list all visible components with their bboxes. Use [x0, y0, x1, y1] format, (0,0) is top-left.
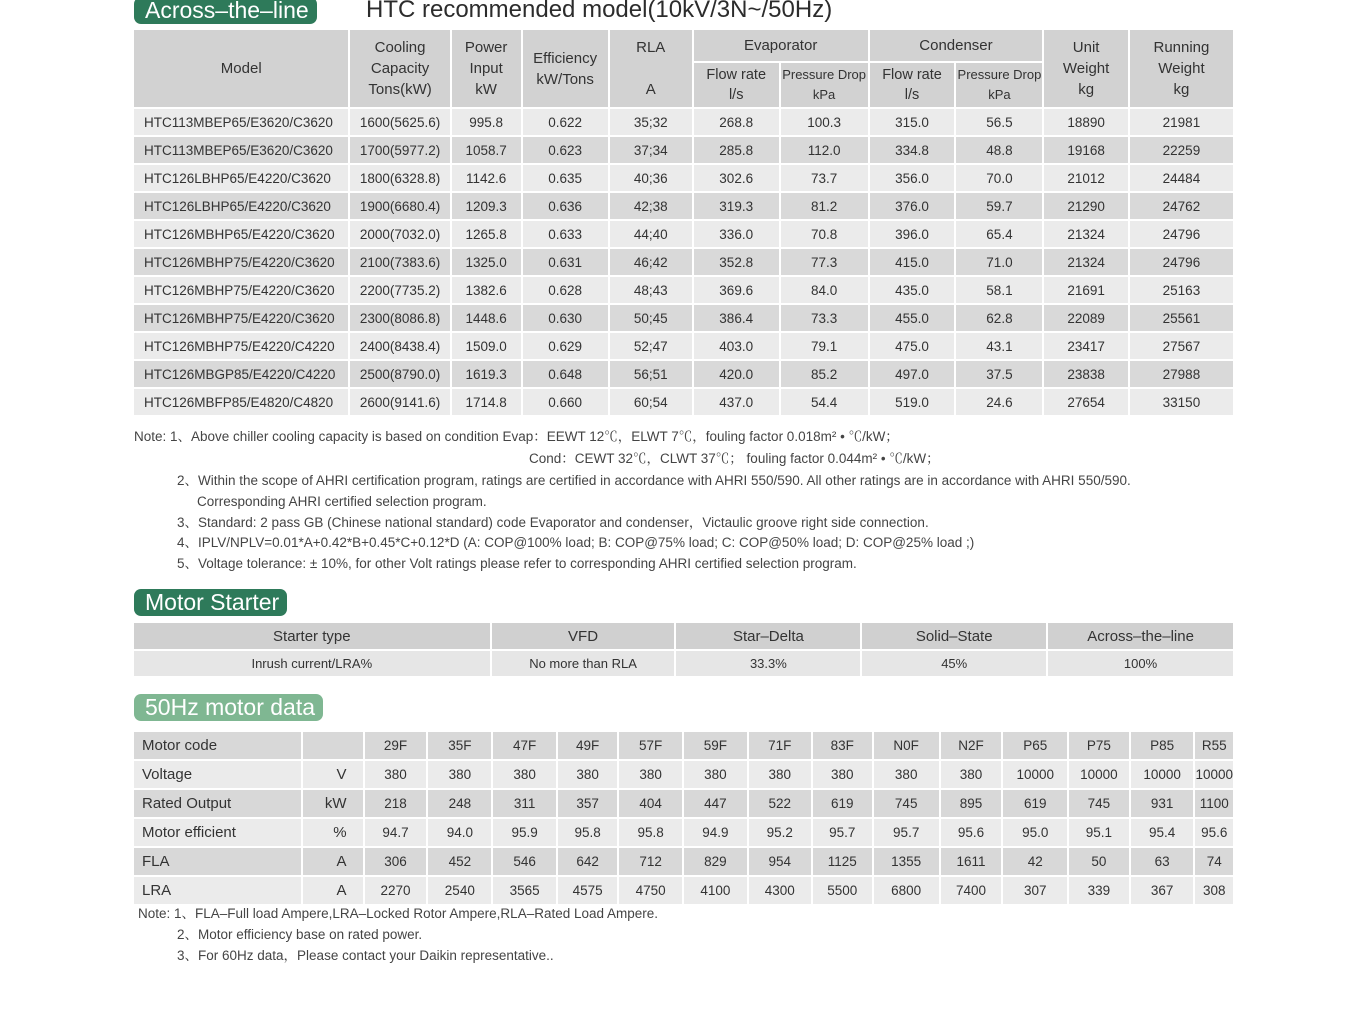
motor-cell: 95.1: [1068, 818, 1130, 847]
note-2: 2、Within the scope of AHRI certification program, ratings are certified in accordance with AHRI 550/590. All other ratings are in accordance with AHRI 550/590.: [177, 473, 1131, 488]
motor-cell: 404: [618, 789, 683, 818]
motor-cell: 452: [427, 847, 492, 876]
motor-cell: 10000: [1194, 760, 1234, 789]
table-cell: 268.8: [693, 108, 780, 136]
table-cell: 1382.6: [451, 276, 522, 304]
motor-cell: 4100: [683, 876, 748, 905]
table-cell: 0.636: [522, 192, 609, 220]
motor-cell: 380: [748, 760, 812, 789]
motor-row: [134, 818, 1234, 847]
motor-cell: 94.7: [364, 818, 428, 847]
table-cell: 71.0: [955, 248, 1043, 276]
recommended-model-table: [134, 30, 1235, 417]
table-cell: 43.1: [955, 332, 1043, 360]
table-row: [134, 164, 1234, 192]
table-row: [134, 220, 1234, 248]
motor-cell: 94.9: [683, 818, 748, 847]
motor-cell: 95.2: [748, 818, 812, 847]
table-row: [134, 108, 1234, 136]
table-cell: 2100(7383.6): [349, 248, 450, 276]
table-cell: 396.0: [869, 220, 956, 248]
motor-cell: 5500: [812, 876, 873, 905]
motor-cell: R55: [1194, 732, 1234, 760]
motor-cell: 35F: [427, 732, 492, 760]
table-cell: 403.0: [693, 332, 780, 360]
table-cell: 24484: [1129, 164, 1234, 192]
motor-row-label: Motor efficient: [134, 818, 302, 847]
model-cell: HTC126MBGP85/E4220/C4220: [134, 360, 349, 388]
header-evaporator: Evaporator: [693, 30, 869, 62]
table-cell: 24796: [1129, 220, 1234, 248]
table-cell: 21324: [1043, 220, 1128, 248]
motor-cell: 311: [492, 789, 557, 818]
table-cell: 336.0: [693, 220, 780, 248]
table-cell: 48;43: [609, 276, 693, 304]
header-evap-flow-rate: Flow rate l/s: [693, 62, 780, 108]
motor-cell: 2270: [364, 876, 428, 905]
motor-cell: 2540: [427, 876, 492, 905]
motor-cell: 380: [427, 760, 492, 789]
table-cell: 27567: [1129, 332, 1234, 360]
table-cell: 73.3: [780, 304, 869, 332]
note-1: Note: 1、Above chiller cooling capacity is based on condition Evap：EEWT 12℃，ELWT 7℃，fouling factor 0.018m² • ℃/kW；: [134, 429, 899, 444]
model-cell: HTC126LBHP65/E4220/C3620: [134, 164, 349, 192]
table-cell: 42;38: [609, 192, 693, 220]
motor-cell: 50: [1068, 847, 1130, 876]
table-cell: 35;32: [609, 108, 693, 136]
motor-cell: 95.8: [618, 818, 683, 847]
motor-note-1: Note: 1、FLA–Full load Ampere,LRA–Locked Rotor Ampere,RLA–Rated Load Ampere.: [138, 906, 659, 921]
starter-value-star-delta: 33.3%: [675, 650, 861, 677]
table-cell: 24796: [1129, 248, 1234, 276]
motor-cell: 4750: [618, 876, 683, 905]
motor-cell: 95.4: [1130, 818, 1195, 847]
table-cell: 21691: [1043, 276, 1128, 304]
motor-cell: 619: [1002, 789, 1067, 818]
motor-cell: 339: [1068, 876, 1130, 905]
motor-cell: 522: [748, 789, 812, 818]
note-1-cond: Cond：CEWT 32℃，CLWT 37℃； fouling factor 0.044m² • ℃/kW；: [529, 451, 940, 466]
table-cell: 1448.6: [451, 304, 522, 332]
motor-cell: 380: [940, 760, 1003, 789]
table-cell: 27654: [1043, 388, 1128, 416]
motor-cell: 931: [1130, 789, 1195, 818]
table-cell: 995.8: [451, 108, 522, 136]
motor-cell: 745: [1068, 789, 1130, 818]
motor-data-table: [134, 732, 1235, 906]
model-cell: HTC126MBHP75/E4220/C3620: [134, 276, 349, 304]
motor-cell: 712: [618, 847, 683, 876]
table-row: [134, 332, 1234, 360]
table-cell: 27988: [1129, 360, 1234, 388]
note-2-cont: Corresponding AHRI certified selection program.: [197, 494, 487, 509]
table-cell: 1142.6: [451, 164, 522, 192]
model-cell: HTC126LBHP65/E4220/C3620: [134, 192, 349, 220]
table-cell: 319.3: [693, 192, 780, 220]
motor-row-unit: [302, 732, 364, 760]
motor-cell: 1355: [873, 847, 940, 876]
table-cell: 1265.8: [451, 220, 522, 248]
motor-cell: 895: [940, 789, 1003, 818]
model-cell: HTC113MBEP65/E3620/C3620: [134, 108, 349, 136]
table-row: [134, 360, 1234, 388]
motor-row: [134, 760, 1234, 789]
table-cell: 352.8: [693, 248, 780, 276]
table-cell: 437.0: [693, 388, 780, 416]
motor-row-unit: %: [302, 818, 364, 847]
header-condenser: Condenser: [869, 30, 1044, 62]
header-cond-pressure-drop: Pressure Drop kPa: [955, 62, 1043, 108]
motor-cell: 218: [364, 789, 428, 818]
starter-header-across-the-line: Across–the–line: [1047, 623, 1234, 650]
table-cell: 25163: [1129, 276, 1234, 304]
table-row: [134, 304, 1234, 332]
motor-cell: 380: [873, 760, 940, 789]
motor-cell: 95.9: [492, 818, 557, 847]
motor-cell: 4300: [748, 876, 812, 905]
motor-cell: 1100: [1194, 789, 1234, 818]
table-cell: 62.8: [955, 304, 1043, 332]
model-cell: HTC126MBHP75/E4220/C3620: [134, 304, 349, 332]
starter-header-solid-state: Solid–State: [861, 623, 1047, 650]
table-row: [134, 192, 1234, 220]
motor-cell: 307: [1002, 876, 1067, 905]
table-cell: 2400(8438.4): [349, 332, 450, 360]
table-cell: 1058.7: [451, 136, 522, 164]
motor-cell: 4575: [557, 876, 618, 905]
table-cell: 1714.8: [451, 388, 522, 416]
motor-cell: 380: [812, 760, 873, 789]
motor-cell: 57F: [618, 732, 683, 760]
motor-cell: 7400: [940, 876, 1003, 905]
table-cell: 435.0: [869, 276, 956, 304]
table-cell: 70.0: [955, 164, 1043, 192]
section-title: HTC recommended model(10kV/3N~/50Hz): [366, 0, 833, 23]
header-cooling-capacity: Cooling Capacity Tons(kW): [349, 30, 450, 108]
header-model: Model: [134, 30, 349, 108]
table-cell: 24.6: [955, 388, 1043, 416]
motor-note-2: 2、Motor efficiency base on rated power.: [177, 927, 423, 942]
motor-cell: 10000: [1002, 760, 1067, 789]
motor-cell: 380: [683, 760, 748, 789]
table-cell: 0.622: [522, 108, 609, 136]
motor-row: [134, 847, 1234, 876]
table-cell: 0.648: [522, 360, 609, 388]
table-cell: 73.7: [780, 164, 869, 192]
table-cell: 23417: [1043, 332, 1128, 360]
table-cell: 356.0: [869, 164, 956, 192]
table-cell: 46;42: [609, 248, 693, 276]
table-cell: 2500(8790.0): [349, 360, 450, 388]
table-cell: 1700(5977.2): [349, 136, 450, 164]
motor-cell: 1611: [940, 847, 1003, 876]
header-running-weight: Running Weight kg: [1129, 30, 1234, 108]
table-cell: 50;45: [609, 304, 693, 332]
starter-value-across-the-line: 100%: [1047, 650, 1234, 677]
motor-row-label: Motor code: [134, 732, 302, 760]
table-cell: 81.2: [780, 192, 869, 220]
table-cell: 77.3: [780, 248, 869, 276]
motor-cell: 1125: [812, 847, 873, 876]
table-cell: 420.0: [693, 360, 780, 388]
motor-note-3: 3、For 60Hz data，Please contact your Daikin representative..: [177, 948, 554, 963]
table-cell: 1325.0: [451, 248, 522, 276]
table-cell: 40;36: [609, 164, 693, 192]
motor-cell: 74: [1194, 847, 1234, 876]
table-cell: 315.0: [869, 108, 956, 136]
motor-cell: 745: [873, 789, 940, 818]
table-cell: 58.1: [955, 276, 1043, 304]
table-cell: 302.6: [693, 164, 780, 192]
table-cell: 2600(9141.6): [349, 388, 450, 416]
note-5: 5、Voltage tolerance: ± 10%, for other Volt ratings please refer to corresponding AHRI certified selection program.: [177, 556, 857, 571]
table-cell: 285.8: [693, 136, 780, 164]
table-row: [134, 248, 1234, 276]
motor-cell: 380: [557, 760, 618, 789]
motor-cell: P65: [1002, 732, 1067, 760]
motor-starter-table: [134, 623, 1235, 678]
table-cell: 415.0: [869, 248, 956, 276]
motor-cell: 619: [812, 789, 873, 818]
motor-cell: 248: [427, 789, 492, 818]
table-cell: 84.0: [780, 276, 869, 304]
table-cell: 112.0: [780, 136, 869, 164]
motor-cell: 95.6: [940, 818, 1003, 847]
starter-header-type: Starter type: [134, 623, 491, 650]
motor-cell: 63: [1130, 847, 1195, 876]
table-cell: 19168: [1043, 136, 1128, 164]
motor-cell: N2F: [940, 732, 1003, 760]
table-cell: 1800(6328.8): [349, 164, 450, 192]
starter-header-vfd: VFD: [491, 623, 676, 650]
model-cell: HTC126MBFP85/E4820/C4820: [134, 388, 349, 416]
motor-cell: 306: [364, 847, 428, 876]
motor-cell: 546: [492, 847, 557, 876]
table-cell: 65.4: [955, 220, 1043, 248]
table-cell: 33150: [1129, 388, 1234, 416]
table-cell: 2300(8086.8): [349, 304, 450, 332]
motor-row: [134, 876, 1234, 905]
table-cell: 1900(6680.4): [349, 192, 450, 220]
motor-cell: 367: [1130, 876, 1195, 905]
table-cell: 22259: [1129, 136, 1234, 164]
motor-cell: 10000: [1130, 760, 1195, 789]
motor-cell: 95.0: [1002, 818, 1067, 847]
motor-cell: P75: [1068, 732, 1130, 760]
table-cell: 85.2: [780, 360, 869, 388]
table-cell: 21290: [1043, 192, 1128, 220]
table-cell: 22089: [1043, 304, 1128, 332]
table-cell: 1209.3: [451, 192, 522, 220]
motor-cell: 447: [683, 789, 748, 818]
table-cell: 0.633: [522, 220, 609, 248]
motor-cell: 380: [364, 760, 428, 789]
section-badge-across-the-line: Across–the–line: [134, 0, 317, 24]
model-cell: HTC126MBHP75/E4220/C4220: [134, 332, 349, 360]
table-row: [134, 276, 1234, 304]
table-cell: 23838: [1043, 360, 1128, 388]
motor-cell: 829: [683, 847, 748, 876]
starter-value-vfd: No more than RLA: [491, 650, 676, 677]
motor-cell: N0F: [873, 732, 940, 760]
note-4: 4、IPLV/NPLV=0.01*A+0.42*B+0.45*C+0.12*D (A: COP@100% load; B: COP@75% load; C: COP@50% load; D: COP@25% load ;): [177, 535, 975, 550]
table-cell: 1619.3: [451, 360, 522, 388]
motor-cell: 95.6: [1194, 818, 1234, 847]
header-rla: RLA A: [609, 30, 693, 108]
model-cell: HTC126MBHP75/E4220/C3620: [134, 248, 349, 276]
model-cell: HTC113MBEP65/E3620/C3620: [134, 136, 349, 164]
table-cell: 0.629: [522, 332, 609, 360]
table-cell: 1509.0: [451, 332, 522, 360]
table-cell: 0.660: [522, 388, 609, 416]
table-cell: 519.0: [869, 388, 956, 416]
model-cell: HTC126MBHP65/E4220/C3620: [134, 220, 349, 248]
table-cell: 475.0: [869, 332, 956, 360]
table-cell: 0.630: [522, 304, 609, 332]
table-cell: 1600(5625.6): [349, 108, 450, 136]
table-cell: 18890: [1043, 108, 1128, 136]
motor-row: [134, 789, 1234, 818]
motor-row-label: LRA: [134, 876, 302, 905]
table-cell: 24762: [1129, 192, 1234, 220]
motor-cell: 3565: [492, 876, 557, 905]
motor-row-unit: A: [302, 876, 364, 905]
starter-header-star-delta: Star–Delta: [675, 623, 861, 650]
table-cell: 37;34: [609, 136, 693, 164]
starter-value-label: Inrush current/LRA%: [134, 650, 491, 677]
header-efficiency: Efficiency kW/Tons: [522, 30, 609, 108]
motor-row-unit: A: [302, 847, 364, 876]
starter-value-solid-state: 45%: [861, 650, 1047, 677]
motor-row-label: Voltage: [134, 760, 302, 789]
motor-cell: 308: [1194, 876, 1234, 905]
table-row: [134, 136, 1234, 164]
motor-row-unit: V: [302, 760, 364, 789]
motor-cell: 42: [1002, 847, 1067, 876]
motor-row-label: Rated Output: [134, 789, 302, 818]
motor-cell: 954: [748, 847, 812, 876]
motor-cell: 49F: [557, 732, 618, 760]
header-power-input: Power Input kW: [451, 30, 522, 108]
table-cell: 21981: [1129, 108, 1234, 136]
motor-cell: 47F: [492, 732, 557, 760]
table-cell: 21324: [1043, 248, 1128, 276]
table-cell: 56.5: [955, 108, 1043, 136]
table-cell: 2200(7735.2): [349, 276, 450, 304]
header-unit-weight: Unit Weight kg: [1043, 30, 1128, 108]
table-cell: 0.623: [522, 136, 609, 164]
motor-row: [134, 732, 1234, 760]
motor-cell: 357: [557, 789, 618, 818]
note-3: 3、Standard: 2 pass GB (Chinese national standard) code Evaporator and condenser，Victaulic groove right side connection.: [177, 515, 929, 530]
motor-row-label: FLA: [134, 847, 302, 876]
motor-cell: 95.8: [557, 818, 618, 847]
table-cell: 100.3: [780, 108, 869, 136]
table-cell: 54.4: [780, 388, 869, 416]
section-badge-motor-starter: Motor Starter: [134, 589, 287, 616]
table-cell: 37.5: [955, 360, 1043, 388]
table-cell: 56;51: [609, 360, 693, 388]
motor-cell: 642: [557, 847, 618, 876]
motor-cell: 95.7: [812, 818, 873, 847]
motor-cell: P85: [1130, 732, 1195, 760]
header-evap-pressure-drop: Pressure Drop kPa: [780, 62, 869, 108]
table-cell: 0.631: [522, 248, 609, 276]
motor-cell: 29F: [364, 732, 428, 760]
table-cell: 455.0: [869, 304, 956, 332]
table-cell: 369.6: [693, 276, 780, 304]
table-cell: 497.0: [869, 360, 956, 388]
table-cell: 386.4: [693, 304, 780, 332]
section-badge-motor-data: 50Hz motor data: [134, 694, 323, 721]
motor-cell: 59F: [683, 732, 748, 760]
table-cell: 0.635: [522, 164, 609, 192]
motor-cell: 95.7: [873, 818, 940, 847]
motor-cell: 380: [492, 760, 557, 789]
table-cell: 60;54: [609, 388, 693, 416]
motor-cell: 71F: [748, 732, 812, 760]
table-cell: 79.1: [780, 332, 869, 360]
table-cell: 59.7: [955, 192, 1043, 220]
table-cell: 2000(7032.0): [349, 220, 450, 248]
table-cell: 48.8: [955, 136, 1043, 164]
table-cell: 376.0: [869, 192, 956, 220]
motor-cell: 380: [618, 760, 683, 789]
motor-cell: 6800: [873, 876, 940, 905]
motor-cell: 94.0: [427, 818, 492, 847]
motor-row-unit: kW: [302, 789, 364, 818]
table-cell: 44;40: [609, 220, 693, 248]
table-cell: 52;47: [609, 332, 693, 360]
table-cell: 21012: [1043, 164, 1128, 192]
motor-cell: 83F: [812, 732, 873, 760]
table-row: [134, 388, 1234, 416]
table-cell: 0.628: [522, 276, 609, 304]
table-cell: 25561: [1129, 304, 1234, 332]
table-cell: 334.8: [869, 136, 956, 164]
table-cell: 70.8: [780, 220, 869, 248]
header-cond-flow-rate: Flow rate l/s: [869, 62, 956, 108]
motor-cell: 10000: [1068, 760, 1130, 789]
